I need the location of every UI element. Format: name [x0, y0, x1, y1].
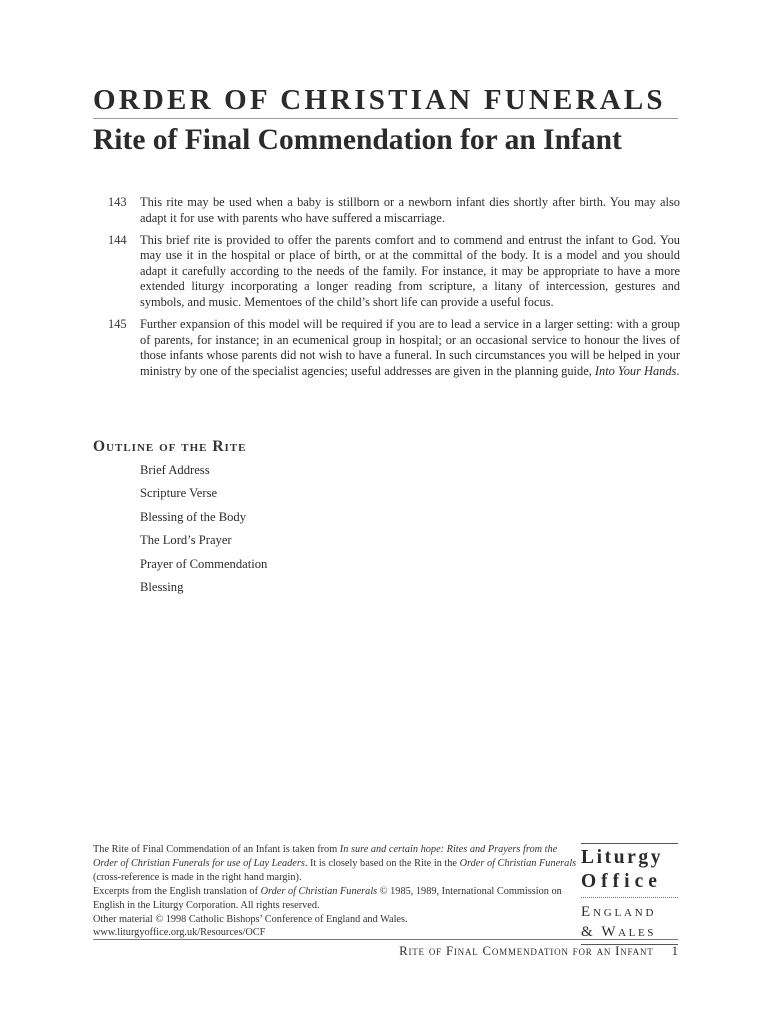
paragraph-number: 144 — [108, 232, 127, 247]
credits-copyright-cbcew: Other material © 1998 Catholic Bishops’ Conference of England and Wales. — [93, 913, 408, 925]
outline-list — [140, 459, 493, 599]
paragraph-145 — [108, 317, 680, 379]
page-number: 1 — [671, 944, 678, 958]
credits-text: The Rite of Final Commendation of an Infant is taken from — [93, 844, 340, 855]
logo-england: England — [581, 904, 657, 920]
liturgy-office-logo — [581, 843, 678, 945]
outline-item: Brief Address — [140, 463, 210, 477]
paragraph-number: 143 — [108, 195, 127, 209]
paragraph-text — [140, 317, 680, 379]
logo-liturgy: Liturgy — [581, 847, 664, 868]
outline-section — [93, 437, 493, 599]
paragraph-144 — [108, 233, 680, 311]
credits-text: Excerpts from the English translation of — [93, 885, 261, 897]
paragraph-text: This rite may be used when a baby is stillborn or a newborn infant dies shortly after birth. You may also adapt it for use with parents who have suffered a miscarriage. — [140, 195, 680, 225]
numbered-paragraphs — [108, 195, 680, 386]
document-subtitle: Rite of Final Commendation for an Infant — [93, 124, 622, 156]
credits-url: www.liturgyoffice.org.uk/Resources/OCF — [93, 927, 266, 939]
outline-item: Scripture Verse — [140, 486, 218, 501]
rite-book-title: Order of Christian Funerals — [260, 885, 378, 897]
title-divider — [93, 118, 678, 119]
credits-text: . It is closely based on the Rite in the — [304, 857, 460, 869]
credits-text: © 1985, 1989, International Commission on English in the Liturgy Corporation. All rights reserved. — [93, 885, 562, 911]
paragraph-text: This brief rite is provided to offer the parents comfort and to commend and entrust the infant to God. You may use it in the hospital or place of birth, or at the committal of the body. It is a model and you should adapt it carefully according to the needs of the family. For instance, it may be appropriate to have a more extended liturgy incorporating a longer reading from scripture, a litany of intercession, gestures and symbols, and music. Mementoes of the child’s short life can provide a useful focus. — [140, 232, 680, 310]
title-block — [93, 84, 678, 157]
logo-office: Office — [581, 871, 662, 892]
paragraph-143 — [108, 195, 680, 226]
outline-heading: Outline of the Rite — [93, 438, 247, 455]
outline-item: Prayer of Commendation — [140, 556, 268, 571]
paragraph-text-main: Further expansion of this model will be required if you are to lead a service in a larger setting: with a group of parents, for instance; in an ecumenical group in hospital; or an occasional service to honour the lives of those infants whose parents did not wish to have a funeral. In such circumstances you will be helped in your ministry by one of the specialist agencies; useful addresses are given in the planning guide, — [140, 317, 680, 378]
outline-item: Blessing — [140, 580, 184, 595]
credits-source — [93, 843, 578, 885]
outline-item: Blessing of the Body — [140, 509, 246, 524]
credits-copyright-icel — [93, 885, 578, 913]
credits-text: (cross-reference is made in the right hand margin). — [93, 871, 302, 883]
logo-wales: & Wales — [581, 924, 657, 940]
rite-book-title: Order of Christian Funerals — [459, 857, 577, 869]
running-footer — [399, 944, 678, 959]
outline-item: The Lord’s Prayer — [140, 533, 232, 548]
footer-divider — [93, 939, 678, 940]
logo-top-rule — [581, 843, 678, 844]
document-title: ORDER OF CHRISTIAN FUNERALS — [93, 84, 666, 116]
credits-notice — [93, 843, 578, 940]
paragraph-number: 145 — [108, 317, 127, 332]
paragraph-text-end: . — [676, 363, 680, 378]
planning-guide-title: Into Your Hands — [594, 363, 677, 378]
logo-dotted-rule — [581, 897, 678, 898]
footer-title: Rite of Final Commendation for an Infant — [399, 944, 654, 958]
source-book-title: In sure and certain hope: Rites and Prayers from the Order of Christian Funerals for use of Lay Leaders — [93, 844, 558, 869]
